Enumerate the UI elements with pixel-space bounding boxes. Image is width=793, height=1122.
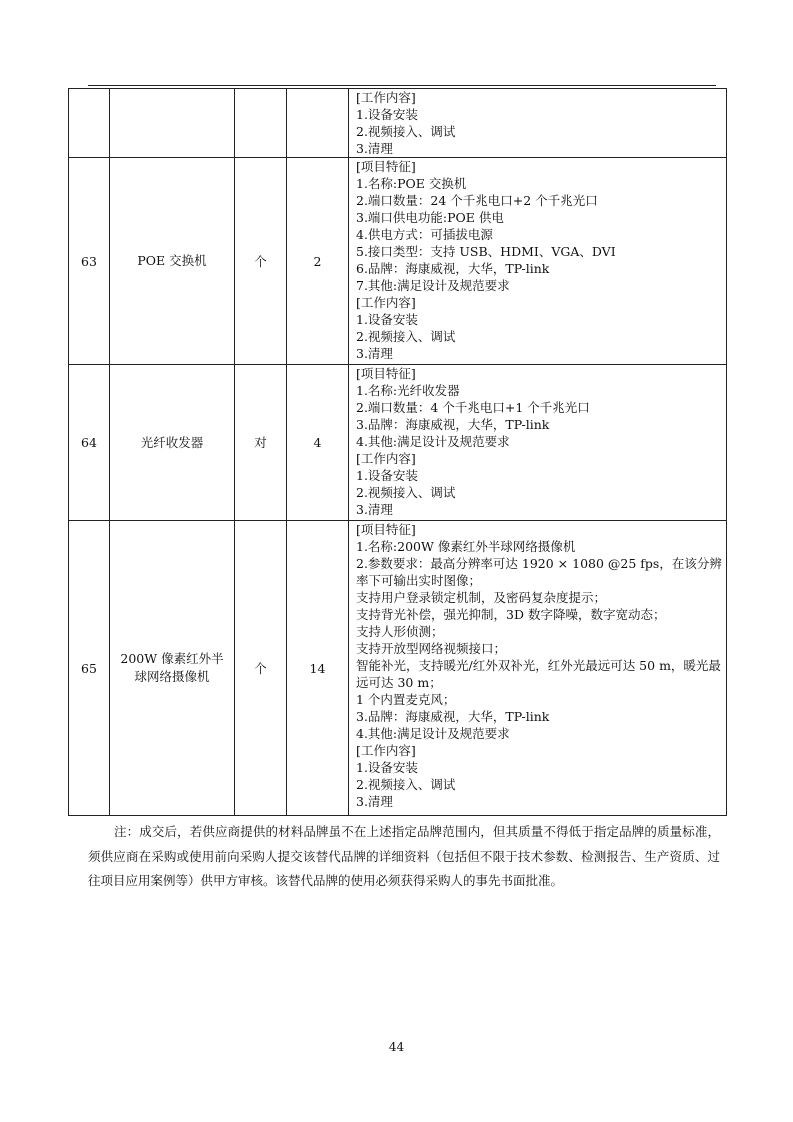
feature-line: [项目特征] xyxy=(356,522,416,537)
unit-cell: 个 xyxy=(235,158,287,365)
item-number-cell: 63 xyxy=(69,158,110,365)
features-cell xyxy=(349,158,727,365)
feature-line: 6.品牌：海康威视，大华，TP-link xyxy=(356,261,550,276)
feature-line: 2.视频接入、调试 xyxy=(356,329,456,344)
feature-line: 1.名称:POE 交换机 xyxy=(356,176,467,191)
footnote-paragraph: 注：成交后，若供应商提供的材料品牌虽不在上述指定品牌范围内，但其质量不得低于指定品牌的质量标准，须供应商在采购或使用前向采购人提交该替代品牌的详细资料（包括但不限于技术参数、检测报告、生产资质、过往项目应用案例等）供甲方审核。该替代品牌的使用必须获得采购人的事先书面批准。 xyxy=(88,824,720,888)
feature-line: 1.名称:200W 像素红外半球网络摄像机 xyxy=(356,539,576,554)
feature-line: 2.端口数量：24 个千兆电口+2 个千兆光口 xyxy=(356,193,598,208)
feature-line: 4.其他:满足设计及规范要求 xyxy=(356,434,510,449)
feature-line: [项目特征] xyxy=(356,159,416,174)
feature-line: 3.清理 xyxy=(356,346,393,361)
item-name-cell: 光纤收发器 xyxy=(110,365,235,521)
feature-line: 1.设备安装 xyxy=(356,107,418,122)
feature-line: [工作内容] xyxy=(356,451,416,466)
features-cell xyxy=(349,89,727,158)
features-cell xyxy=(349,521,727,816)
item-name-cell: 200W 像素红外半球网络摄像机 xyxy=(110,521,235,816)
feature-line: 5.接口类型：支持 USB、HDMI、VGA、DVI xyxy=(356,244,616,259)
feature-line: 3.清理 xyxy=(356,141,393,156)
spec-table xyxy=(68,88,727,816)
item-name-cell: POE 交换机 xyxy=(110,158,235,365)
feature-line: 3.清理 xyxy=(356,794,393,809)
unit-cell: 对 xyxy=(235,365,287,521)
feature-line: 1.设备安装 xyxy=(356,468,418,483)
feature-line: [项目特征] xyxy=(356,366,416,381)
feature-line: [工作内容] xyxy=(356,295,416,310)
item-number-cell xyxy=(69,89,110,158)
header-rule xyxy=(88,85,716,86)
feature-line: 2.视频接入、调试 xyxy=(356,124,456,139)
item-number-cell: 64 xyxy=(69,365,110,521)
feature-line: [工作内容] xyxy=(356,743,416,758)
feature-line: 2.视频接入、调试 xyxy=(356,777,456,792)
table-row xyxy=(69,365,727,521)
feature-line: [工作内容] xyxy=(356,90,416,105)
feature-line: 1.名称:光纤收发器 xyxy=(356,383,460,398)
feature-line: 3.清理 xyxy=(356,502,393,517)
feature-line: 支持用户登录锁定机制，及密码复杂度提示； xyxy=(356,590,607,605)
feature-line: 3.品牌：海康威视，大华，TP-link xyxy=(356,709,550,724)
feature-line: 支持背光补偿，强光抑制，3D 数字降噪，数字宽动态； xyxy=(356,607,666,622)
unit-cell: 个 xyxy=(235,521,287,816)
feature-line: 2.端口数量：4 个千兆电口+1 个千兆光口 xyxy=(356,400,590,415)
item-name-cell xyxy=(110,89,235,158)
feature-line: 3.端口供电功能:POE 供电 xyxy=(356,210,504,225)
page-number: 44 xyxy=(388,1040,405,1054)
feature-line: 2.视频接入、调试 xyxy=(356,485,456,500)
feature-line: 7.其他:满足设计及规范要求 xyxy=(356,278,510,293)
table-row xyxy=(69,158,727,365)
item-number-cell: 65 xyxy=(69,521,110,816)
quantity-cell: 2 xyxy=(287,158,349,365)
feature-line: 1.设备安装 xyxy=(356,760,418,775)
features-cell xyxy=(349,365,727,521)
feature-line: 4.其他:满足设计及规范要求 xyxy=(356,726,510,741)
feature-line: 3.品牌：海康威视，大华，TP-link xyxy=(356,417,550,432)
feature-line: 支持开放型网络视频接口； xyxy=(356,641,507,656)
quantity-cell: 14 xyxy=(287,521,349,816)
feature-line: 智能补光，支持暖光/红外双补光，红外光最远可达 50 m，暖光最远可达 30 m； xyxy=(356,658,721,690)
feature-line: 1 个内置麦克风； xyxy=(356,692,456,707)
table-row xyxy=(69,521,727,816)
feature-line: 1.设备安装 xyxy=(356,312,418,327)
table-row xyxy=(69,89,727,158)
feature-line: 4.供电方式：可插拔电源 xyxy=(356,227,493,242)
unit-cell xyxy=(235,89,287,158)
feature-line: 2.参数要求：最高分辨率可达 1920 × 1080 @25 fps，在该分辨率下可输出实时图像； xyxy=(356,556,722,588)
quantity-cell: 4 xyxy=(287,365,349,521)
quantity-cell xyxy=(287,89,349,158)
feature-line: 支持人形侦测； xyxy=(356,624,444,639)
